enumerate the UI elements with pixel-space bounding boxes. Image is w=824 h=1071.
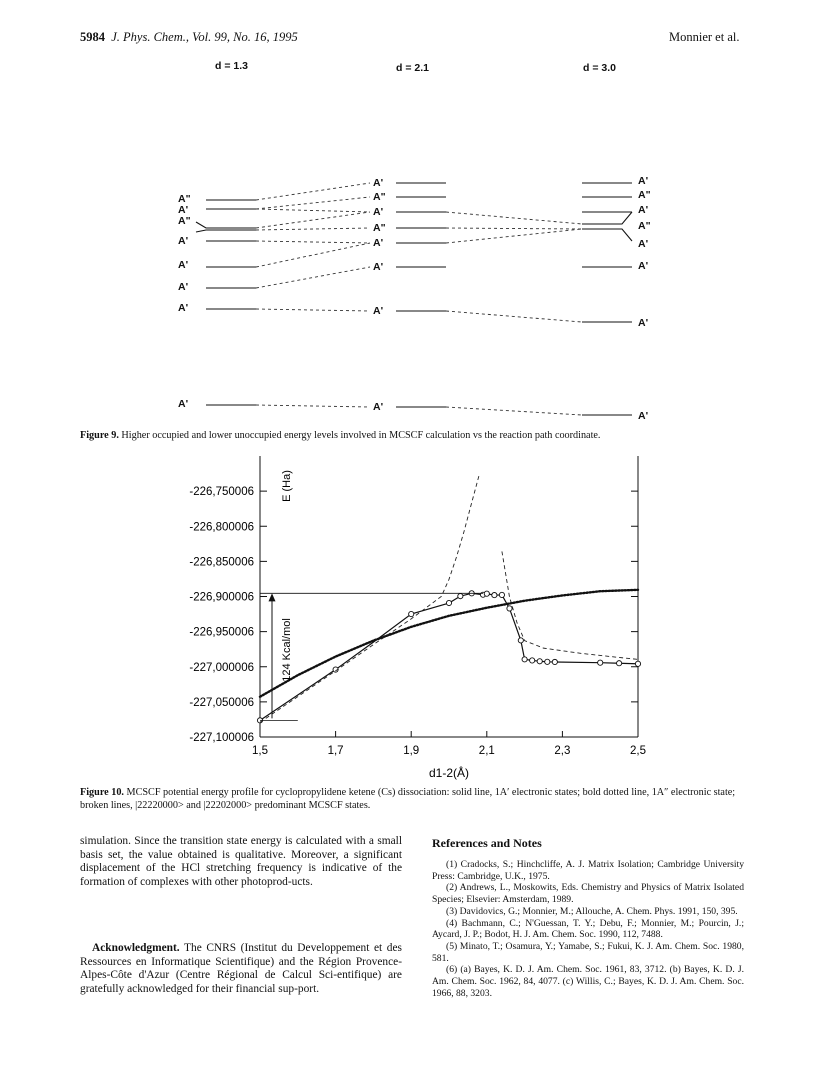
data-point xyxy=(492,592,497,597)
reference-item: (2) Andrews, L., Moskowits, Eds. Chemistry and Physics of Matrix Isolated Species; Elsevier: Amsterdam, 1989. xyxy=(432,882,744,906)
acknowledgment-text: The CNRS (Institut du Developpement et des Ressources en Informatique Scientifique) and the Région Provence-Alpes-Côte d'Azur (Centre Régional de Calcul Sci-entifique) are gratefully acknowledged for their financial sup-port. xyxy=(80,942,402,995)
symmetry-label-right: A' xyxy=(638,410,649,422)
figure10-caption-label: Figure 10. xyxy=(80,787,124,798)
symmetry-label-middle: A' xyxy=(373,261,384,273)
series-line-solid xyxy=(260,593,638,720)
symmetry-label-right: A" xyxy=(638,189,651,201)
y-tick-label: -227,100006 xyxy=(189,732,254,744)
references-section xyxy=(432,836,744,999)
symmetry-label-left: A' xyxy=(178,204,189,216)
symmetry-label-middle: A' xyxy=(373,177,384,189)
reference-item: (3) Davidovics, G.; Monnier, M.; Allouche, A. Chem. Phys. 1991, 150, 395. xyxy=(446,905,738,917)
data-point xyxy=(518,638,523,643)
reference-item: (1) Cradocks, S.; Hinchcliffe, A. J. Matrix Isolation; Cambridge University Press: Cambridge, U.K., 1975. xyxy=(432,859,744,882)
data-point xyxy=(530,658,535,663)
symmetry-label-right: A' xyxy=(638,204,649,216)
symmetry-label-left: A' xyxy=(178,398,189,410)
symmetry-label-middle: A" xyxy=(373,222,386,234)
data-point xyxy=(499,592,504,597)
data-point xyxy=(537,659,542,664)
energy-gap-label: 124 Kcal/mol xyxy=(281,618,293,682)
symmetry-label-middle: A' xyxy=(373,401,384,413)
data-point xyxy=(458,594,463,599)
page-number: 5984 xyxy=(80,30,105,44)
x-tick-label: 2,3 xyxy=(554,745,571,757)
symmetry-label-right: A' xyxy=(638,238,649,250)
symmetry-label-right: A' xyxy=(638,175,649,187)
symmetry-label-right: A' xyxy=(638,260,649,272)
figure10-chart xyxy=(0,440,824,795)
y-axis xyxy=(189,470,638,744)
figure9-level-diagram xyxy=(0,0,824,440)
plot-frame xyxy=(260,456,638,737)
y-tick-label: -227,050006 xyxy=(189,696,254,709)
reference-item: (4) Bachmann, C.; N'Guessan, T. Y.; Debu, F.; Monnier, M.; Pourcin, J.; Aycard, J. P.; Bodot, H. J. Am. Chem. Soc. 1990, 112, 7488. xyxy=(432,917,744,941)
data-point xyxy=(545,659,550,664)
symmetry-label-right: A" xyxy=(638,220,651,232)
y-axis-label: E (Ha) xyxy=(281,470,293,502)
data-point xyxy=(507,606,512,611)
figure10-caption-text: MCSCF potential energy profile for cyclopropylidene ketene (Cs) dissociation: solid line, 1A′ electronic states; bold dotted line, 1A″ electronic state; broken lines, |22220000> and |22202000> predominant MCSCF states. xyxy=(80,787,736,811)
x-tick-label: 1,5 xyxy=(252,745,268,757)
x-tick-label: 1,7 xyxy=(327,745,344,757)
series-layer xyxy=(257,475,640,723)
running-authors: Monnier et al. xyxy=(669,30,740,44)
data-point xyxy=(484,591,489,596)
symmetry-label-left: A' xyxy=(178,235,189,247)
y-tick-label: -226,800006 xyxy=(189,521,254,534)
acknowledgment-paragraph xyxy=(80,942,402,996)
data-point xyxy=(446,600,451,605)
symmetry-label-middle: A" xyxy=(373,191,386,203)
data-point xyxy=(409,611,414,616)
column-label-d13: d = 1.3 xyxy=(215,60,248,72)
reference-item: (6) (a) Bayes, K. D. J. Am. Chem. Soc. 1961, 83, 3712. (b) Bayes, K. D. J. Am. Chem. Soc. 1962, 84, 4077. (c) Willis, C.; Bayes, K. D. J. Am. Chem. Soc. 1966, 88, 3203. xyxy=(432,964,744,999)
figure10-caption xyxy=(80,787,744,812)
correlation-lines xyxy=(256,183,582,415)
y-tick-label: -226,900006 xyxy=(189,591,254,604)
series-line-dashed xyxy=(260,475,479,723)
x-axis xyxy=(252,731,646,780)
figure9-caption-label: Figure 9. xyxy=(80,430,119,441)
symmetry-label-left: A" xyxy=(178,215,191,227)
column-label-d21: d = 2.1 xyxy=(396,62,429,74)
symmetry-label-right: A' xyxy=(638,317,649,329)
level-lines xyxy=(196,183,632,415)
y-tick-label: -226,750006 xyxy=(189,486,254,499)
x-axis-label: d1-2(Å) xyxy=(428,766,470,780)
annotation-layer xyxy=(260,593,483,720)
data-point xyxy=(552,659,557,664)
references-heading: References and Notes xyxy=(432,836,542,850)
symmetry-label-left: A' xyxy=(178,259,189,271)
column-label-d30: d = 3.0 xyxy=(583,62,616,74)
reference-item: (5) Minato, T.; Osamura, Y.; Yamabe, S.; Fukui, K. J. Am. Chem. Soc. 1980, 581. xyxy=(432,940,744,964)
symmetry-label-middle: A' xyxy=(373,206,384,218)
y-tick-label: -226,950006 xyxy=(189,626,254,639)
figure9-caption-text: Higher occupied and lower unoccupied energy levels involved in MCSCF calculation vs the reaction path coordinate. xyxy=(121,430,601,441)
journal-citation: J. Phys. Chem., Vol. 99, No. 16, 1995 xyxy=(111,30,298,44)
symmetry-label-middle: A' xyxy=(373,237,384,249)
body-paragraph: simulation. Since the transition state energy is calculated with a small basis set, the value obtained is qualitative. Moreover, a significant displacement of the HCl stretching frequency is indicative of the formation of complexes with other photoprod-ucts. xyxy=(80,835,402,888)
symmetry-label-middle: A' xyxy=(373,305,384,317)
data-point xyxy=(617,661,622,666)
arrow-head xyxy=(269,593,276,601)
y-tick-label: -227,000006 xyxy=(189,661,254,674)
x-tick-label: 2,1 xyxy=(478,745,495,757)
references-list xyxy=(432,859,744,999)
symmetry-label-left: A' xyxy=(178,302,189,314)
y-tick-label: -226,850006 xyxy=(189,556,254,569)
data-point xyxy=(598,660,603,665)
x-tick-label: 1,9 xyxy=(403,745,420,757)
x-tick-label: 2,5 xyxy=(630,745,646,757)
acknowledgment-heading: Acknowledgment. xyxy=(92,942,180,954)
symmetry-label-left: A" xyxy=(178,193,191,205)
symmetry-label-left: A' xyxy=(178,281,189,293)
data-point xyxy=(635,661,640,666)
series-line-dashed xyxy=(502,551,638,659)
data-point xyxy=(522,657,527,662)
